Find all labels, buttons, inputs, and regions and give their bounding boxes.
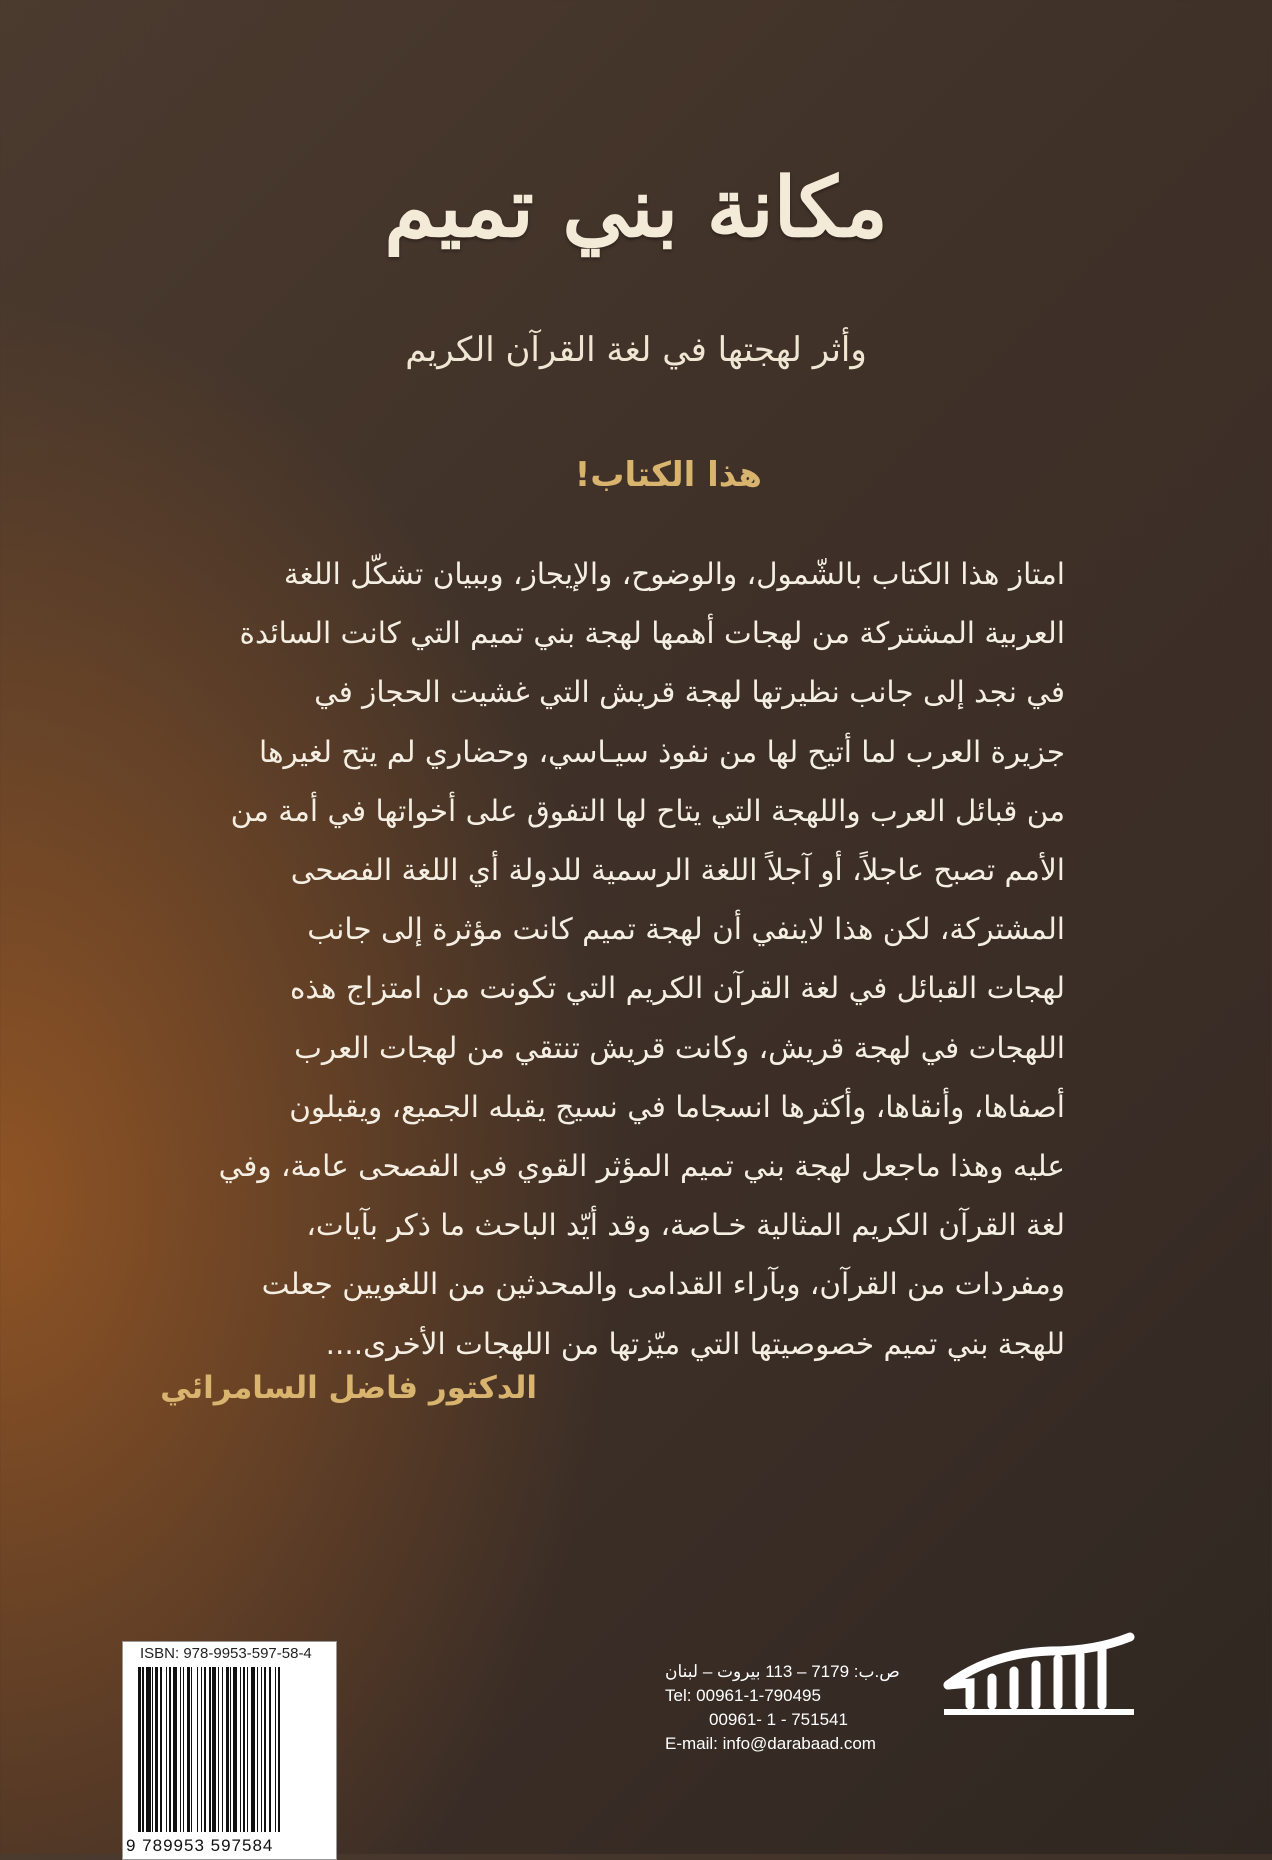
author-name: الدكتور فاضل السامرائي (160, 1370, 537, 1406)
description-line: في نجد إلى جانب نظيرتها لهجة قريش التي غشيت الحجاز في (314, 675, 1065, 710)
description-line: اللهجات في لهجة قريش، وكانت قريش تنتقي من لهجات العرب (294, 1030, 1065, 1065)
description-line: العربية المشتركة من لهجات أهمها لهجة بني تميم التي كانت السائدة (239, 616, 1065, 651)
description-line: أصفاها، وأنقاها، وأكثرها انسجاما في نسيج يقبله الجميع، ويقبلون (289, 1089, 1065, 1124)
book-subtitle: وأثر لهجتها في لغة القرآن الكريم (405, 330, 867, 370)
isbn-label: ISBN: 978-9953-597-58-4 (140, 1645, 312, 1662)
description-line: ومفردات من القرآن، وبآراء القدامى والمحدثين من اللغويين جعلت (261, 1267, 1065, 1302)
publisher-logo-icon (930, 1623, 1145, 1728)
description-line: من قبائل العرب واللهجة التي يتاح لها التفوق على أخواتها في أمة من (230, 793, 1065, 828)
barcode-bars (138, 1667, 324, 1832)
section-heading: هذا الكتاب! (574, 455, 762, 495)
book-description (205, 545, 1065, 1374)
description-line: عليه وهذا ماجعل لهجة بني تميم المؤثر القوي في الفصحى عامة، وفي (218, 1149, 1065, 1184)
publisher-fax: 00961- 1 - 751541 (709, 1710, 848, 1729)
description-line: المشتركة، لكن هذا لاينفي أن لهجة تميم كانت مؤثرة إلى جانب (307, 912, 1065, 947)
description-line: الأمم تصبح عاجلاً، أو آجلاً اللغة الرسمية للدولة أي اللغة الفصحى (290, 853, 1065, 888)
barcode (122, 1641, 335, 1858)
publisher-email: E-mail: info@darabaad.com (665, 1734, 876, 1753)
barcode-bar (280, 1667, 281, 1832)
barcode-digits: 9 789953 597584 (126, 1836, 274, 1855)
description-line: جزيرة العرب لما أتيح لها من نفوذ سيـاسي، وحضاري لم يتح لغيرها (259, 734, 1065, 769)
publisher-address: ص.ب: 7179 – 113 بيروت – لبنان (665, 1662, 900, 1681)
description-line: امتاز هذا الكتاب بالشّمول، والوضوح، والإيجاز، وببيان تشكّل اللغة (283, 557, 1065, 591)
publisher-tel: Tel: 00961-1-790495 (665, 1686, 821, 1705)
publisher-contact (665, 1660, 900, 1756)
description-line: للهجة بني تميم خصوصيتها التي ميّزتها من اللهجات الأخرى.... (325, 1326, 1065, 1361)
book-title: مكانة بني تميم (384, 160, 888, 256)
description-line: لهجات القبائل في لغة القرآن الكريم التي تكونت من امتزاج هذه (289, 971, 1065, 1006)
description-line: لغة القرآن الكريم المثالية خـاصة، وقد أيّد الباحث ما ذكر بآيات، (306, 1208, 1065, 1243)
